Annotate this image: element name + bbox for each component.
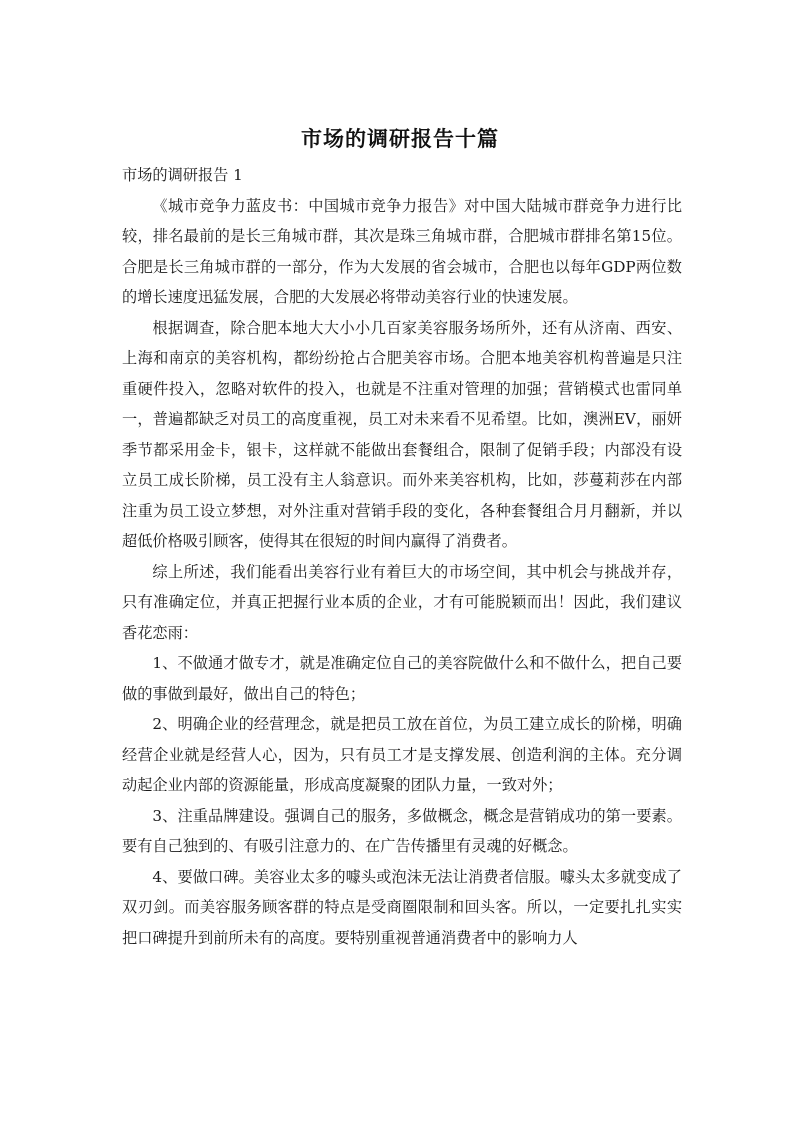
paragraph-suggestion-3: 3、注重品牌建设。强调自己的服务，多做概念，概念是营销成功的第一要素。要有自己独到的、有吸引注意力的、在广告传播里有灵魂的好概念。 (122, 806, 682, 855)
paragraph-summary: 综上所述，我们能看出美容行业有着巨大的市场空间，其中机会与挑战并存，只有准确定位，并真正把握行业本质的企业，才有可能脱颖而出！因此，我们建议香花恋雨： (122, 562, 682, 642)
document-title: 市场的调研报告十篇 (301, 127, 499, 151)
document-body (122, 160, 682, 953)
paragraph-survey: 根据调查，除合肥本地大大小小几百家美容服务场所外，还有从济南、西安、上海和南京的美容机构，都纷纷抢占合肥美容市场。合肥本地美容机构普遍是只注重硬件投入，忽略对软件的投入，也就是不注重对管理的加强；营销模式也雷同单一，普遍都缺乏对员工的高度重视，员工对未来看不见希望。比如，澳洲EV，丽妍季节都采用金卡，银卡，这样就不能做出套餐组合，限制了促销手段；内部没有设立员工成长阶梯，员工没有主人翁意识。而外来美容机构，比如，莎蔓莉莎在内部注重为员工设立梦想，对外注重对营销手段的变化，各种套餐组合月月翻新，并以超低价格吸引顾客，使得其在很短的时间内赢得了消费者。 (122, 318, 682, 550)
paragraph-suggestion-2: 2、明确企业的经营理念，就是把员工放在首位，为员工建立成长的阶梯，明确经营企业就是经营人心，因为，只有员工才是支撑发展、创造利润的主体。充分调动起企业内部的资源能量，形成高度凝聚的团队力量，一致对外； (122, 715, 682, 794)
paragraph-suggestion-4: 4、要做口碑。美容业太多的噱头或泡沫无法让消费者信服。噱头太多就变成了双刃剑。而美容服务顾客群的特点是受商圈限制和回头客。所以，一定要扎扎实实把口碑提升到前所未有的高度。要特别重视普通消费者中的影响力人 (122, 867, 682, 947)
paragraph-suggestion-1: 1、不做通才做专才，就是准确定位自己的美容院做什么和不做什么，把自己要做的事做到最好，做出自己的特色； (122, 654, 682, 703)
section-subtitle: 市场的调研报告 1 (122, 166, 243, 184)
paragraph-intro: 《城市竞争力蓝皮书：中国城市竞争力报告》对中国大陆城市群竞争力进行比较，排名最前的是长三角城市群，其次是珠三角城市群，合肥城市群排名第15位。合肥是长三角城市群的一部分，作为大发展的省会城市，合肥也以每年GDP两位数的增长速度迅猛发展，合肥的大发展必将带动美容行业的快速发展。 (122, 196, 682, 306)
